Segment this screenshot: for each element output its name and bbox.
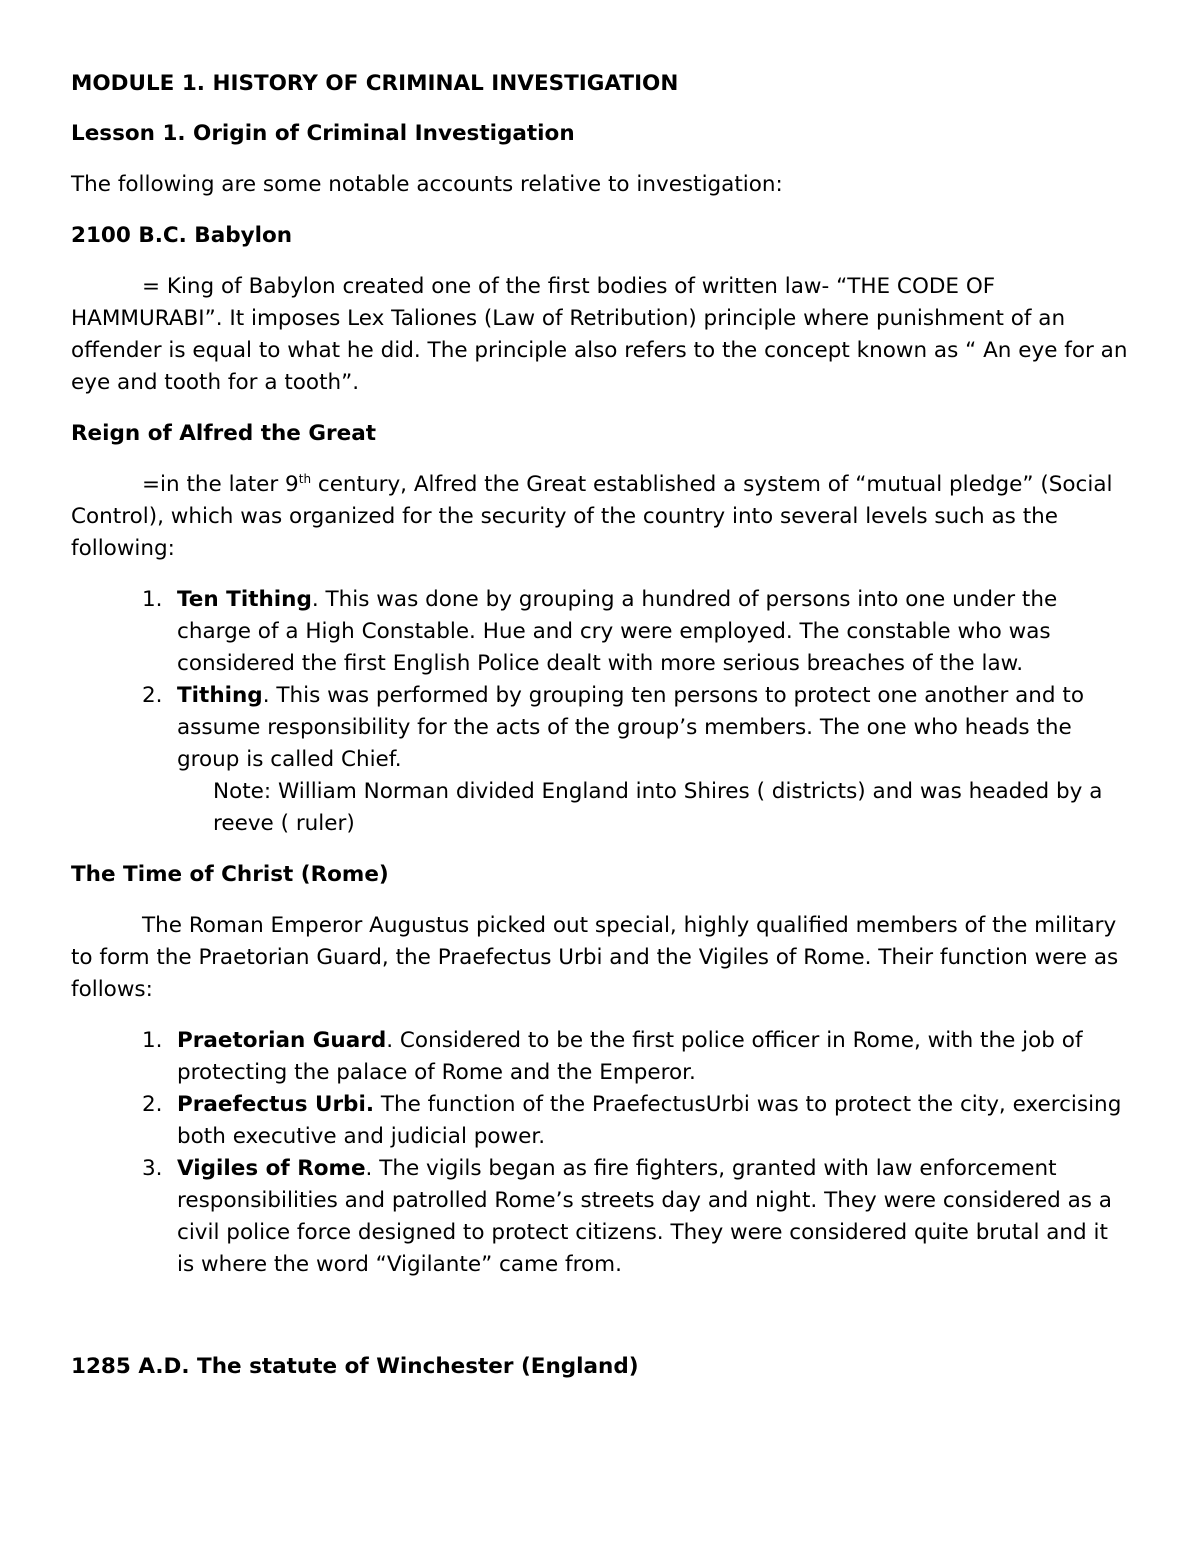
list-item [71,584,1131,680]
list-number: 3. [142,1156,163,1181]
winchester-heading: 1285 A.D. The statute of Winchester (England) [71,1354,639,1379]
list-item [71,1153,1131,1281]
note-paragraph: Note: William Norman divided England into Shires ( districts) and was headed by a reeve ( ruler) [213,779,1103,836]
alfred-paragraph [71,469,1131,565]
rome-paragraph: The Roman Emperor Augustus picked out special, highly qualified members of the military to form the Praetorian Guard, the Praefectus Urbi and the Vigiles of Rome. Their function were as follows: [71,913,1119,1002]
list-text: . Considered to be the first police officer in Rome, with the job of protecting the palace of Rome and the Emperor. [177,1028,1083,1085]
list-term: Praefectus Urbi. [177,1092,374,1117]
list-number: 1. [142,587,163,612]
intro-paragraph: The following are some notable accounts relative to investigation: [71,172,783,197]
alfred-text-end: century, Alfred the Great established a system of “mutual pledge” (Social Control), which was organized for the security of the country into several levels such as the following: [71,472,1113,561]
babylon-heading: 2100 B.C. Babylon [71,223,293,248]
alfred-list [71,584,1131,776]
rome-list [71,1025,1131,1281]
blank-space [71,1300,1131,1351]
list-number: 1. [142,1028,163,1053]
list-item [71,680,1131,776]
alfred-heading: Reign of Alfred the Great [71,421,376,446]
document-page [71,68,1131,1402]
list-text: . This was done by grouping a hundred of persons into one under the charge of a High Constable. Hue and cry were employed. The constable who was considered the first English Police dealt with more serious breaches of the law. [177,587,1058,676]
list-term: Praetorian Guard [177,1028,387,1053]
list-number: 2. [142,1092,163,1117]
list-item [71,1089,1131,1153]
list-text: . The vigils began as fire fighters, granted with law enforcement responsibilities and patrolled Rome’s streets day and night. They were considered as a civil police force designed to protect citizens. They were considered quite brutal and it is where the word “Vigilante” came from. [177,1156,1112,1277]
babylon-paragraph: = King of Babylon created one of the first bodies of written law- “THE CODE OF HAMMURABI”. It imposes Lex Taliones (Law of Retribution) principle where punishment of an offender is equal to what he did. The principle also refers to the concept known as “ An eye for an eye and tooth for a tooth”. [71,274,1128,395]
list-text: . This was performed by grouping ten persons to protect one another and to assume responsibility for the acts of the group’s members. The one who heads the group is called Chief. [177,683,1085,772]
list-term: Tithing [177,683,263,708]
list-text: The function of the PraefectusUrbi was to protect the city, exercising both executive and judicial power. [177,1092,1122,1149]
list-item [71,1025,1131,1089]
lesson-title: Lesson 1. Origin of Criminal Investigation [71,121,575,146]
list-term: Ten Tithing [177,587,312,612]
rome-heading: The Time of Christ (Rome) [71,862,389,887]
alfred-text-start: =in the later 9 [142,472,299,497]
list-term: Vigiles of Rome [177,1156,366,1181]
module-title: MODULE 1. HISTORY OF CRIMINAL INVESTIGATION [71,71,679,96]
ordinal-suffix: th [298,471,312,486]
list-number: 2. [142,683,163,708]
